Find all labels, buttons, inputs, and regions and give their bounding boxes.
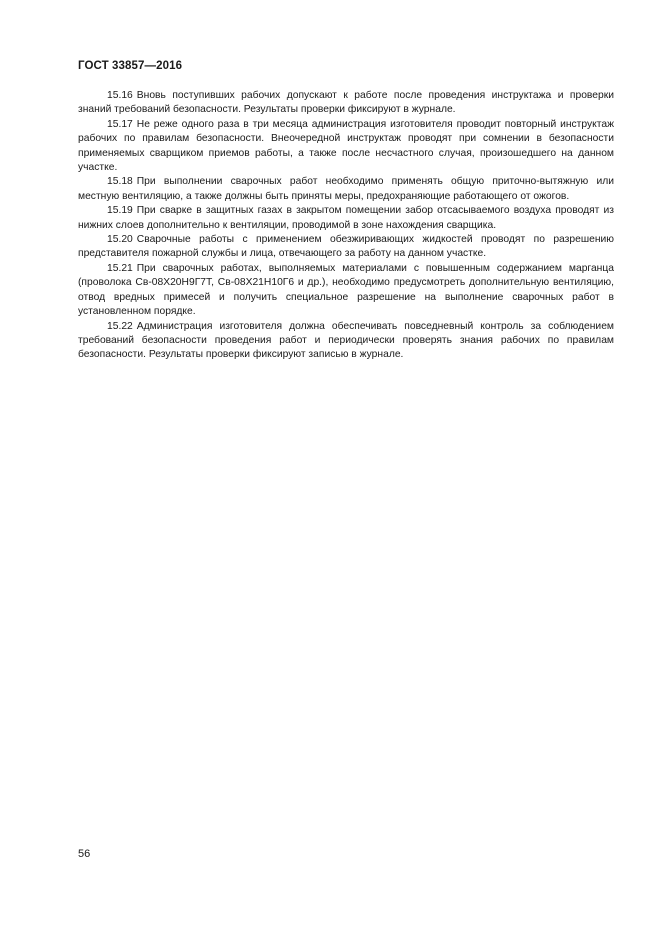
clause-text: Не реже одного раза в три месяца администрация изготовителя проводит повторный инструктаж рабочих по правилам безопасности. Внеочередной инструктаж проводят при сомнении в безопасности применяемых сварщиком приемов работы, а также после несчастного случая, произошедшего на данном участке.	[78, 118, 614, 174]
clause-15-16	[78, 89, 614, 118]
clause-text: Вновь поступивших рабочих допускают к работе после проведения инструктажа и проверки знаний требований безопасности. Результаты проверки фиксируют в журнале.	[78, 90, 614, 116]
clause-text: Сварочные работы с применением обезжиривающих жидкостей проводят по разрешению представителя пожарной службы и лица, отвечающего за работу на данном участке.	[78, 234, 614, 260]
clause-text: При сварке в защитных газах в закрытом помещении забор отсасываемого воздуха проводят из нижних слоев дополнительно к вентиляции, проводимой в зоне нахождения сварщика.	[78, 205, 614, 231]
clause-number: 15.21	[107, 262, 133, 274]
document-body	[78, 89, 614, 363]
clause-number: 15.19	[107, 205, 133, 217]
clause-15-21	[78, 262, 614, 320]
clause-number: 15.22	[107, 320, 133, 332]
document-header: ГОСТ 33857—2016	[78, 60, 183, 72]
clause-number: 15.20	[107, 234, 133, 246]
clause-15-20	[78, 233, 614, 262]
clause-15-22	[78, 320, 614, 363]
clause-number: 15.16	[107, 90, 133, 101]
clause-15-18	[78, 175, 614, 204]
clause-15-17	[78, 118, 614, 176]
clause-15-19	[78, 204, 614, 233]
clause-number: 15.18	[107, 176, 133, 188]
clause-text: При выполнении сварочных работ необходимо применять общую приточно-вытяжную или местную вентиляцию, а также должны быть приняты меры, предохраняющие работающего от ожогов.	[78, 176, 614, 202]
clause-text: При сварочных работах, выполняемых материалами с повышенным содержанием марганца (проволока Св-08Х20Н9Г7Т, Св-08Х21Н10Г6 и др.), необходимо предусмотреть дополнительную вентиляцию, отвод вредных примесей и получить специальное разрешение на выполнение сварочных работ в установленном порядке.	[78, 262, 614, 318]
clause-text: Администрация изготовителя должна обеспечивать повседневный контроль за соблюдением требований безопасности проведения работ и периодически проверять знания рабочих по правилам безопасности. Результаты проверки фиксируют записью в журнале.	[78, 320, 614, 361]
clause-number: 15.17	[107, 118, 133, 130]
page-number: 56	[78, 848, 91, 860]
